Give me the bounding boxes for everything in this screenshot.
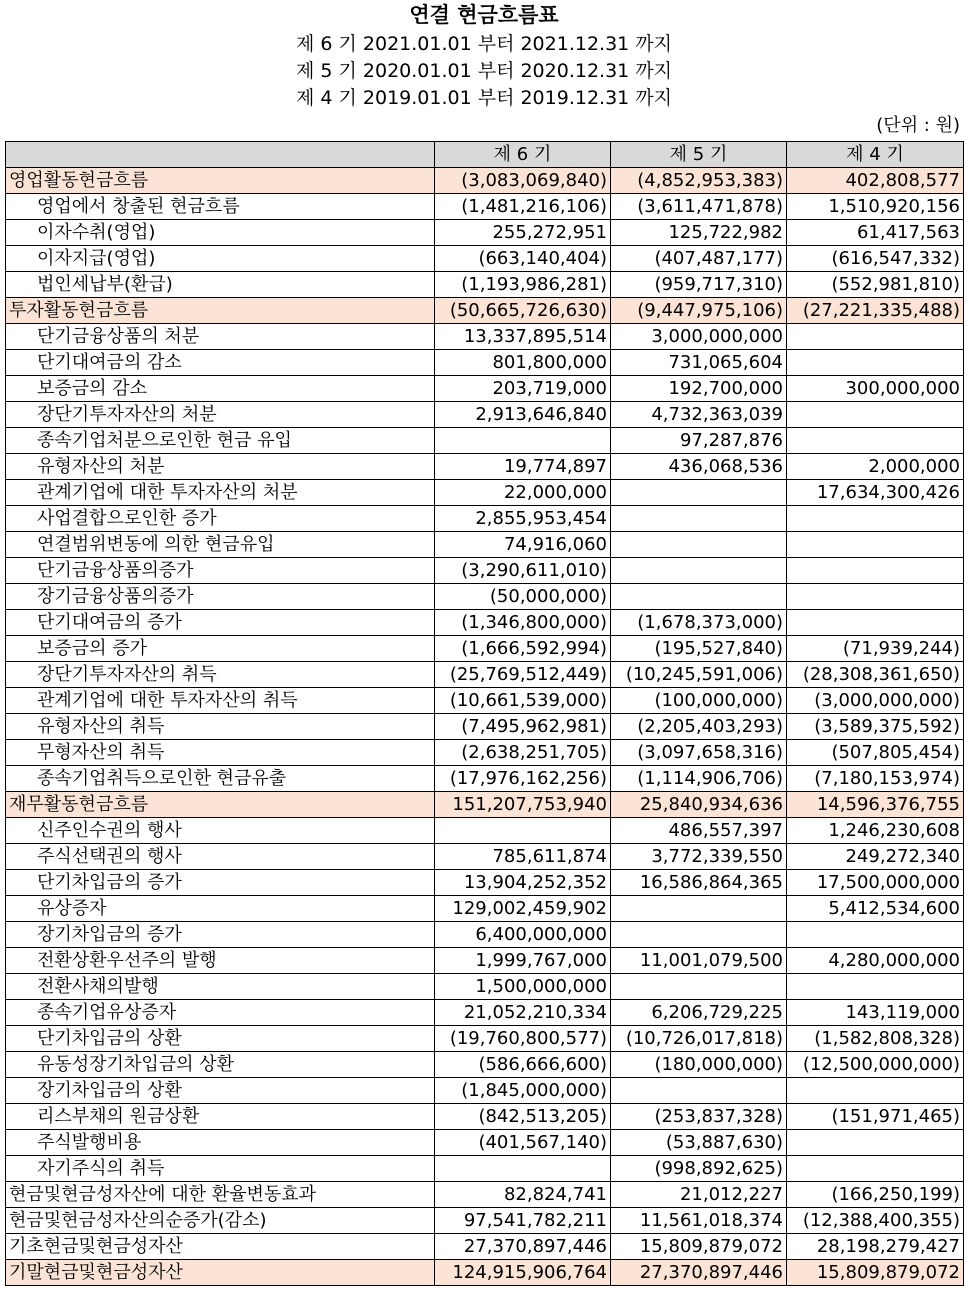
value-period-4: (166,250,199)	[787, 1182, 964, 1208]
table-row	[6, 194, 964, 220]
value-period-5: (3,097,658,316)	[611, 740, 787, 766]
value-period-4	[787, 922, 964, 948]
account-name: 주식발행비용	[6, 1130, 435, 1156]
value-period-6: 129,002,459,902	[435, 896, 611, 922]
value-period-4: 4,280,000,000	[787, 948, 964, 974]
value-period-5: 6,206,729,225	[611, 1000, 787, 1026]
value-period-6: (1,346,800,000)	[435, 610, 611, 636]
value-period-4	[787, 506, 964, 532]
table-row	[6, 844, 964, 870]
value-period-5: (9,447,975,106)	[611, 298, 787, 324]
value-period-6: (25,769,512,449)	[435, 662, 611, 688]
value-period-5: (10,726,017,818)	[611, 1026, 787, 1052]
table-row	[6, 1130, 964, 1156]
value-period-6: 255,272,951	[435, 220, 611, 246]
account-name: 단기금융상품의증가	[6, 558, 435, 584]
value-period-6: 97,541,782,211	[435, 1208, 611, 1234]
value-period-6: (50,000,000)	[435, 584, 611, 610]
value-period-6: (10,661,539,000)	[435, 688, 611, 714]
value-period-5: (253,837,328)	[611, 1104, 787, 1130]
value-period-4	[787, 324, 964, 350]
table-row	[6, 1000, 964, 1026]
table-row	[6, 1182, 964, 1208]
table-row	[6, 818, 964, 844]
table-row	[6, 1234, 964, 1260]
table-row	[6, 350, 964, 376]
table-row	[6, 324, 964, 350]
value-period-4: (507,805,454)	[787, 740, 964, 766]
value-period-5: 731,065,604	[611, 350, 787, 376]
value-period-5: 16,586,864,365	[611, 870, 787, 896]
value-period-4	[787, 350, 964, 376]
value-period-6: 27,370,897,446	[435, 1234, 611, 1260]
table-row	[6, 428, 964, 454]
value-period-5: 4,732,363,039	[611, 402, 787, 428]
value-period-6: 124,915,906,764	[435, 1260, 611, 1286]
value-period-5: (407,487,177)	[611, 246, 787, 272]
header-period-5: 제 5 기	[611, 142, 787, 168]
table-row	[6, 870, 964, 896]
account-name: 장기차입금의 상환	[6, 1078, 435, 1104]
value-period-4: (3,000,000,000)	[787, 688, 964, 714]
header-period-6: 제 6 기	[435, 142, 611, 168]
value-period-4	[787, 1156, 964, 1182]
value-period-4: (12,500,000,000)	[787, 1052, 964, 1078]
report-title: 연결 현금흐름표	[409, 3, 559, 27]
table-header-row	[6, 142, 964, 168]
table-row	[6, 506, 964, 532]
value-period-5: (10,245,591,006)	[611, 662, 787, 688]
table-row	[6, 454, 964, 480]
account-name: 유동성장기차입금의 상환	[6, 1052, 435, 1078]
section-total-row	[6, 1260, 964, 1286]
account-name: 관계기업에 대한 투자자산의 처분	[6, 480, 435, 506]
value-period-5: 3,000,000,000	[611, 324, 787, 350]
period-line-4: 제 4 기 2019.01.01 부터 2019.12.31 까지	[295, 87, 673, 109]
table-row	[6, 246, 964, 272]
value-period-5	[611, 974, 787, 1000]
value-period-6	[435, 818, 611, 844]
value-period-6: 203,719,000	[435, 376, 611, 402]
period-line-5: 제 5 기 2020.01.01 부터 2020.12.31 까지	[295, 60, 673, 82]
value-period-4	[787, 558, 964, 584]
value-period-5: 11,561,018,374	[611, 1208, 787, 1234]
value-period-4: (616,547,332)	[787, 246, 964, 272]
value-period-4	[787, 1078, 964, 1104]
table-row	[6, 740, 964, 766]
value-period-6: (586,666,600)	[435, 1052, 611, 1078]
value-period-5: 27,370,897,446	[611, 1260, 787, 1286]
value-period-5: (3,611,471,878)	[611, 194, 787, 220]
account-name: 사업결합으로인한 증가	[6, 506, 435, 532]
account-name: 단기대여금의 감소	[6, 350, 435, 376]
unit-label: (단위 : 원)	[876, 115, 960, 136]
value-period-6: (3,083,069,840)	[435, 168, 611, 194]
account-name: 이자지급(영업)	[6, 246, 435, 272]
account-name: 단기대여금의 증가	[6, 610, 435, 636]
value-period-6: 1,500,000,000	[435, 974, 611, 1000]
account-name: 장단기투자자산의 취득	[6, 662, 435, 688]
value-period-4: (151,971,465)	[787, 1104, 964, 1130]
value-period-6: (2,638,251,705)	[435, 740, 611, 766]
value-period-6	[435, 428, 611, 454]
value-period-5: 192,700,000	[611, 376, 787, 402]
value-period-4: 1,510,920,156	[787, 194, 964, 220]
value-period-6: (842,513,205)	[435, 1104, 611, 1130]
account-name: 투자활동현금흐름	[6, 298, 435, 324]
table-body	[6, 168, 964, 1286]
value-period-4: 143,119,000	[787, 1000, 964, 1026]
cash-flow-table	[5, 141, 964, 1286]
value-period-6: 1,999,767,000	[435, 948, 611, 974]
value-period-5: (959,717,310)	[611, 272, 787, 298]
account-name: 종속기업취득으로인한 현금유출	[6, 766, 435, 792]
section-total-row	[6, 168, 964, 194]
account-name: 유상증자	[6, 896, 435, 922]
table-row	[6, 558, 964, 584]
value-period-6: 13,337,895,514	[435, 324, 611, 350]
value-period-5: 11,001,079,500	[611, 948, 787, 974]
table-row	[6, 948, 964, 974]
account-name: 단기차입금의 증가	[6, 870, 435, 896]
account-name: 종속기업처분으로인한 현금 유입	[6, 428, 435, 454]
value-period-6: (1,845,000,000)	[435, 1078, 611, 1104]
account-name: 관계기업에 대한 투자자산의 취득	[6, 688, 435, 714]
account-name: 종속기업유상증자	[6, 1000, 435, 1026]
value-period-4: (27,221,335,488)	[787, 298, 964, 324]
value-period-5: 25,840,934,636	[611, 792, 787, 818]
value-period-5: 436,068,536	[611, 454, 787, 480]
account-name: 자기주식의 취득	[6, 1156, 435, 1182]
table-row	[6, 1078, 964, 1104]
section-total-row	[6, 792, 964, 818]
value-period-6: (663,140,404)	[435, 246, 611, 272]
value-period-5: 486,557,397	[611, 818, 787, 844]
value-period-5: 3,772,339,550	[611, 844, 787, 870]
value-period-6: (1,481,216,106)	[435, 194, 611, 220]
value-period-4	[787, 584, 964, 610]
value-period-4: 14,596,376,755	[787, 792, 964, 818]
value-period-5: (1,114,906,706)	[611, 766, 787, 792]
value-period-6: (3,290,611,010)	[435, 558, 611, 584]
value-period-5	[611, 558, 787, 584]
account-name: 주식선택권의 행사	[6, 844, 435, 870]
value-period-6: (17,976,162,256)	[435, 766, 611, 792]
value-period-6: 6,400,000,000	[435, 922, 611, 948]
value-period-6: (50,665,726,630)	[435, 298, 611, 324]
value-period-5: (53,887,630)	[611, 1130, 787, 1156]
account-name: 현금및현금성자산에 대한 환율변동효과	[6, 1182, 435, 1208]
value-period-4: 2,000,000	[787, 454, 964, 480]
table-row	[6, 714, 964, 740]
table-row	[6, 402, 964, 428]
header-account	[6, 142, 435, 168]
value-period-5	[611, 922, 787, 948]
value-period-4: 1,246,230,608	[787, 818, 964, 844]
value-period-6: (401,567,140)	[435, 1130, 611, 1156]
value-period-4: 28,198,279,427	[787, 1234, 964, 1260]
table-row	[6, 636, 964, 662]
account-name: 유형자산의 처분	[6, 454, 435, 480]
table-row	[6, 974, 964, 1000]
value-period-4: (552,981,810)	[787, 272, 964, 298]
value-period-6: (1,666,592,994)	[435, 636, 611, 662]
value-period-5: (195,527,840)	[611, 636, 787, 662]
value-period-5	[611, 506, 787, 532]
account-name: 장단기투자자산의 처분	[6, 402, 435, 428]
value-period-4: 61,417,563	[787, 220, 964, 246]
account-name: 단기금융상품의 처분	[6, 324, 435, 350]
value-period-4: (12,388,400,355)	[787, 1208, 964, 1234]
table-row	[6, 766, 964, 792]
account-name: 무형자산의 취득	[6, 740, 435, 766]
account-name: 기초현금및현금성자산	[6, 1234, 435, 1260]
table-row	[6, 922, 964, 948]
account-name: 재무활동현금흐름	[6, 792, 435, 818]
value-period-6: 74,916,060	[435, 532, 611, 558]
value-period-6: 22,000,000	[435, 480, 611, 506]
value-period-4: (28,308,361,650)	[787, 662, 964, 688]
table-row	[6, 272, 964, 298]
value-period-5: 21,012,227	[611, 1182, 787, 1208]
account-name: 단기차입금의 상환	[6, 1026, 435, 1052]
value-period-5: 125,722,982	[611, 220, 787, 246]
value-period-4: (1,582,808,328)	[787, 1026, 964, 1052]
value-period-6: 151,207,753,940	[435, 792, 611, 818]
value-period-4: 17,634,300,426	[787, 480, 964, 506]
table-row	[6, 662, 964, 688]
account-name: 기말현금및현금성자산	[6, 1260, 435, 1286]
value-period-5: (2,205,403,293)	[611, 714, 787, 740]
account-name: 리스부채의 원금상환	[6, 1104, 435, 1130]
period-line-6: 제 6 기 2021.01.01 부터 2021.12.31 까지	[295, 33, 673, 55]
value-period-4: (7,180,153,974)	[787, 766, 964, 792]
section-total-row	[6, 298, 964, 324]
account-name: 연결범위변동에 의한 현금유입	[6, 532, 435, 558]
value-period-5	[611, 584, 787, 610]
account-name: 보증금의 감소	[6, 376, 435, 402]
table-row	[6, 376, 964, 402]
account-name: 영업에서 창출된 현금흐름	[6, 194, 435, 220]
table-row	[6, 480, 964, 506]
value-period-6: (7,495,962,981)	[435, 714, 611, 740]
value-period-6: 13,904,252,352	[435, 870, 611, 896]
header-period-4: 제 4 기	[787, 142, 964, 168]
table-row	[6, 688, 964, 714]
account-name: 이자수취(영업)	[6, 220, 435, 246]
value-period-5	[611, 1078, 787, 1104]
value-period-5	[611, 480, 787, 506]
table-row	[6, 1156, 964, 1182]
value-period-4: 17,500,000,000	[787, 870, 964, 896]
table-row	[6, 1052, 964, 1078]
table-row	[6, 1026, 964, 1052]
value-period-5: 15,809,879,072	[611, 1234, 787, 1260]
value-period-6: (1,193,986,281)	[435, 272, 611, 298]
value-period-4	[787, 610, 964, 636]
value-period-5: (100,000,000)	[611, 688, 787, 714]
value-period-4	[787, 974, 964, 1000]
report-header	[0, 0, 968, 140]
table-row	[6, 532, 964, 558]
value-period-4	[787, 402, 964, 428]
value-period-4: 249,272,340	[787, 844, 964, 870]
value-period-6	[435, 1156, 611, 1182]
account-name: 신주인수권의 행사	[6, 818, 435, 844]
value-period-4: 300,000,000	[787, 376, 964, 402]
table-row	[6, 610, 964, 636]
value-period-5: 97,287,876	[611, 428, 787, 454]
value-period-4: (3,589,375,592)	[787, 714, 964, 740]
account-name: 영업활동현금흐름	[6, 168, 435, 194]
value-period-6: (19,760,800,577)	[435, 1026, 611, 1052]
value-period-4	[787, 428, 964, 454]
value-period-4: (71,939,244)	[787, 636, 964, 662]
table-row	[6, 584, 964, 610]
account-name: 유형자산의 취득	[6, 714, 435, 740]
value-period-5: (1,678,373,000)	[611, 610, 787, 636]
account-name: 전환상환우선주의 발행	[6, 948, 435, 974]
value-period-6: 21,052,210,334	[435, 1000, 611, 1026]
table-row	[6, 220, 964, 246]
value-period-6: 801,800,000	[435, 350, 611, 376]
value-period-5: (4,852,953,383)	[611, 168, 787, 194]
value-period-5	[611, 896, 787, 922]
value-period-5: (998,892,625)	[611, 1156, 787, 1182]
value-period-4: 5,412,534,600	[787, 896, 964, 922]
account-name: 장기차입금의 증가	[6, 922, 435, 948]
value-period-4: 402,808,577	[787, 168, 964, 194]
value-period-5	[611, 532, 787, 558]
value-period-6: 19,774,897	[435, 454, 611, 480]
value-period-4	[787, 532, 964, 558]
table-row	[6, 1104, 964, 1130]
value-period-4	[787, 1130, 964, 1156]
account-name: 장기금융상품의증가	[6, 584, 435, 610]
table-row	[6, 1208, 964, 1234]
value-period-6: 2,855,953,454	[435, 506, 611, 532]
account-name: 전환사채의발행	[6, 974, 435, 1000]
value-period-6: 82,824,741	[435, 1182, 611, 1208]
value-period-5: (180,000,000)	[611, 1052, 787, 1078]
value-period-6: 2,913,646,840	[435, 402, 611, 428]
table-row	[6, 896, 964, 922]
value-period-4: 15,809,879,072	[787, 1260, 964, 1286]
value-period-6: 785,611,874	[435, 844, 611, 870]
account-name: 보증금의 증가	[6, 636, 435, 662]
account-name: 법인세납부(환급)	[6, 272, 435, 298]
account-name: 현금및현금성자산의순증가(감소)	[6, 1208, 435, 1234]
